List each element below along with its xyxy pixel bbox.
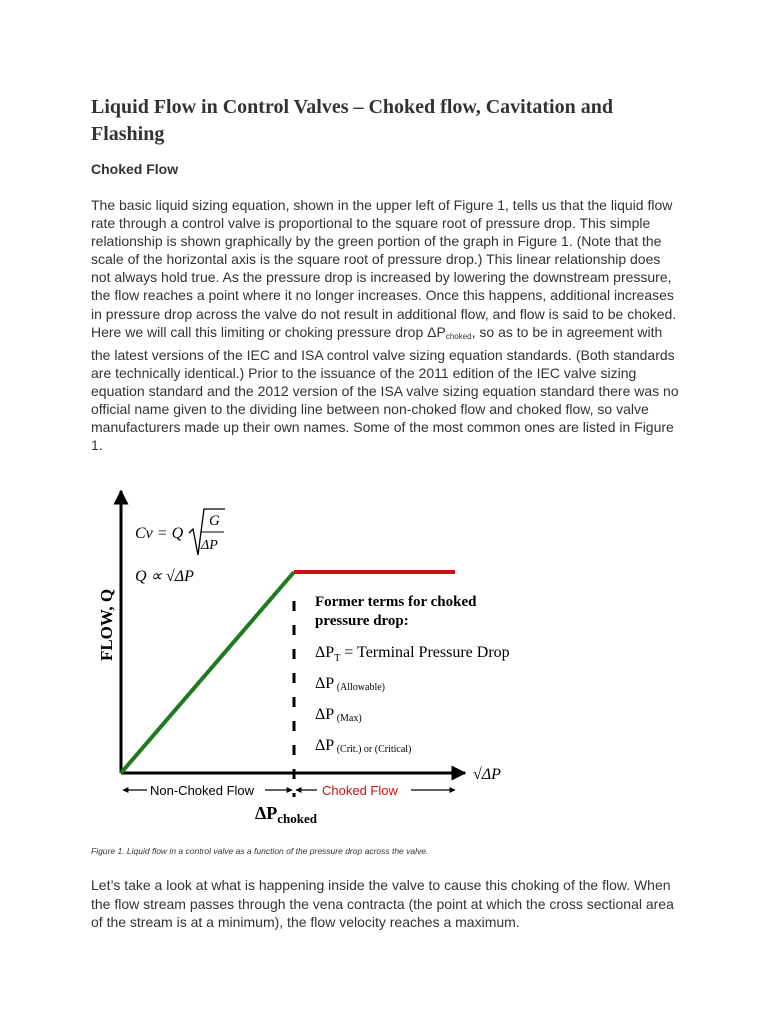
- article-title: Liquid Flow in Control Valves – Choked flow, Cavitation and Flashing: [91, 96, 613, 145]
- term-item: [315, 675, 385, 693]
- term-sub: (Crit.) or (Critical): [334, 744, 412, 755]
- term-sub: (Max): [334, 713, 362, 724]
- term-main: ΔP: [315, 644, 335, 661]
- cv-equation-denominator: ΔP: [201, 538, 218, 553]
- y-axis-label: FLOW, Q: [97, 588, 116, 662]
- cv-equation-lhs: Cv = Q: [135, 525, 184, 542]
- choke-point-label: [255, 803, 318, 826]
- paragraph-text-part2: , so as to be in agreement with the latest versions of the IEC and ISA control valve sizing equation standards. (Both standards are technically identical.) Prior to the issuance of the 2011 edition of the IEC valve sizing equation standard and the 2012 version of the ISA valve sizing equation standard there was no official name given to the dividing line between non-choked flow and choked flow, so valve manufacturers made up their own names. Some of the most common ones are listed in Figure 1.: [91, 323, 679, 454]
- proportionality-equation: Q ∝ √ΔP: [135, 568, 194, 585]
- choke-point-main: ΔP: [255, 803, 278, 823]
- term-sub: T: [334, 653, 341, 664]
- section-heading: Choked Flow: [91, 161, 179, 177]
- term-item: [315, 644, 510, 664]
- paragraph-subscript: choked: [445, 331, 472, 341]
- term-main: ΔP: [315, 737, 335, 754]
- choke-point-sub: choked: [277, 811, 318, 826]
- term-item: [315, 737, 411, 755]
- cv-equation-numerator: G: [209, 513, 220, 529]
- non-choked-region-label: Non-Choked Flow: [150, 783, 255, 798]
- non-choked-line: [121, 572, 294, 773]
- figure-caption: Figure 1. Liquid flow in a control valve as a function of the pressure drop across the valve.: [91, 846, 429, 856]
- term-item: [315, 706, 362, 724]
- x-axis-label: √ΔP: [473, 766, 501, 783]
- paragraph-text-part1: The basic liquid sizing equation, shown in the upper left of Figure 1, tells us that the liquid flow rate through a control valve is proportional to the square root of pressure drop. This simple relationship is shown graphically by the green portion of the graph in Figure 1. (Note that the scale of the horizontal axis is the square root of pressure drop.) This linear relationship does not always hold true. As the pressure drop is increased by lowering the downstream pressure, the flow reaches a point where it no longer increases. Once this happens, additional increases in pressure drop across the valve do not result in additional flow, and flow is said to be choked. Here we will call this limiting or choking pressure drop ΔP: [91, 197, 677, 340]
- term-sub: (Allowable): [334, 682, 386, 693]
- flow-figure: [95, 485, 535, 830]
- choked-region-label: Choked Flow: [322, 783, 398, 798]
- term-rest: = Terminal Pressure Drop: [340, 644, 510, 661]
- terms-heading-line2: pressure drop:: [315, 613, 409, 629]
- paragraph-choked-flow: [91, 196, 679, 454]
- terms-heading-line1: Former terms for choked: [315, 594, 477, 610]
- paragraph-vena-contracta: Let’s take a look at what is happening inside the valve to cause this choking of the flow. When the flow stream passes through the vena contracta (the point at which the cross sectional area of the stream is at a minimum), the flow velocity reaches a maximum.: [91, 877, 674, 930]
- term-main: ΔP: [315, 706, 335, 723]
- term-main: ΔP: [315, 675, 335, 692]
